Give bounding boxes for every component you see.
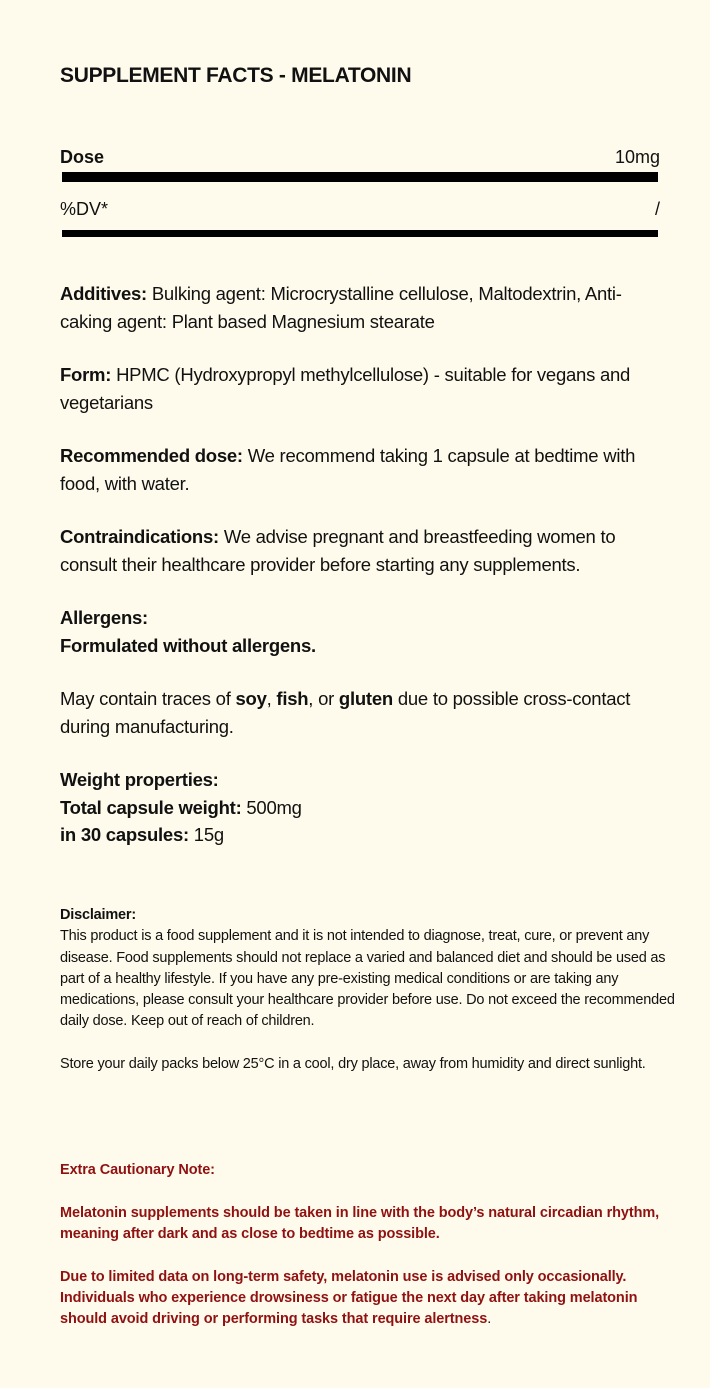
capsule-weight-value: 500mg	[246, 796, 302, 818]
allergen-traces	[60, 685, 670, 740]
form-section	[60, 361, 670, 416]
trace-soy: soy	[235, 688, 267, 709]
form-label: Form:	[60, 364, 112, 385]
recommended-dose-section	[60, 442, 670, 497]
trace-gluten: gluten	[338, 688, 393, 709]
trace-separator: , or	[308, 688, 335, 709]
dv-value: /	[654, 199, 660, 219]
caution-paragraph-1: Melatonin supplements should be taken in line with the body’s natural circadian rhythm, meaning after dark and as close to bedtime as possible.	[60, 1204, 660, 1243]
dose-label: Dose	[60, 147, 105, 167]
storage-text: Store your daily packs below 25°C in a cool, dry place, away from humidity and direct sunlight.	[60, 1055, 646, 1072]
caution-paragraph-2: Due to limited data on long-term safety, melatonin use is advised only occasionally.	[60, 1268, 627, 1285]
caution-section	[60, 1160, 675, 1331]
page-title: SUPPLEMENT FACTS - MELATONIN	[60, 64, 412, 87]
total-weight-label: in 30 capsules:	[60, 824, 189, 845]
facts-row-dose	[60, 140, 660, 168]
divider-thick	[62, 172, 658, 182]
trace-fish: fish	[276, 688, 309, 709]
traces-suffix: due to possible cross-contact during manufacturing.	[60, 688, 631, 737]
disclaimer-body	[60, 905, 675, 1033]
recommended-dose-text: We recommend taking 1 capsule at bedtime with food, with water.	[60, 445, 636, 494]
product-details	[60, 280, 670, 875]
caution-paragraph-3	[60, 1288, 675, 1331]
weight-label: Weight properties:	[60, 769, 219, 790]
additives-section	[60, 280, 670, 335]
dv-label: %DV*	[60, 199, 109, 219]
caution-label: Extra Cautionary Note:	[60, 1162, 215, 1178]
caution-paragraph-3-text: Individuals who experience drowsiness or fatigue the next day after taking melatonin should avoid driving or performing tasks that require alertness	[60, 1290, 638, 1328]
capsule-weight-label: Total capsule weight:	[60, 796, 242, 818]
weight-section	[60, 766, 670, 849]
allergens-label: Allergens:	[60, 607, 148, 628]
disclaimer-label: Disclaimer:	[60, 907, 136, 923]
allergens-statement: Formulated without allergens.	[60, 634, 316, 656]
caution-period: .	[487, 1311, 492, 1328]
total-weight-value: 15g	[193, 824, 224, 845]
recommended-dose-label: Recommended dose:	[60, 445, 243, 466]
contraindications-text: We advise pregnant and breastfeeding women to consult their healthcare provider before starting any supplements.	[60, 526, 616, 575]
form-text: HPMC (Hydroxypropyl methylcellulose) - suitable for vegans and vegetarians	[60, 364, 631, 413]
contraindications-label: Contraindications:	[60, 526, 219, 547]
contraindications-section	[60, 523, 670, 578]
additives-label: Additives:	[60, 283, 147, 304]
facts-row-dv	[60, 192, 660, 220]
disclaimer-text: This product is a food supplement and it is not intended to diagnose, treat, cure, or prevent any disease. Food supplements should not replace a varied and balanced diet and should be used as part of a healthy lifestyle. If you have any pre-existing medical conditions or are taking any medications, please consult your healthcare provider before use. Do not exceed the recommended daily dose. Keep out of reach of children.	[60, 928, 675, 1030]
allergens-section	[60, 604, 670, 659]
facts-table	[60, 140, 660, 237]
disclaimer-section	[60, 905, 675, 1096]
additives-text: Bulking agent: Microcrystalline cellulose, Maltodextrin, Anti-caking agent: Plant based Magnesium stearate	[60, 283, 622, 332]
divider-medium	[62, 230, 658, 237]
dose-value: 10mg	[614, 147, 660, 167]
traces-prefix: May contain traces of	[60, 688, 231, 709]
trace-separator: ,	[266, 688, 272, 709]
